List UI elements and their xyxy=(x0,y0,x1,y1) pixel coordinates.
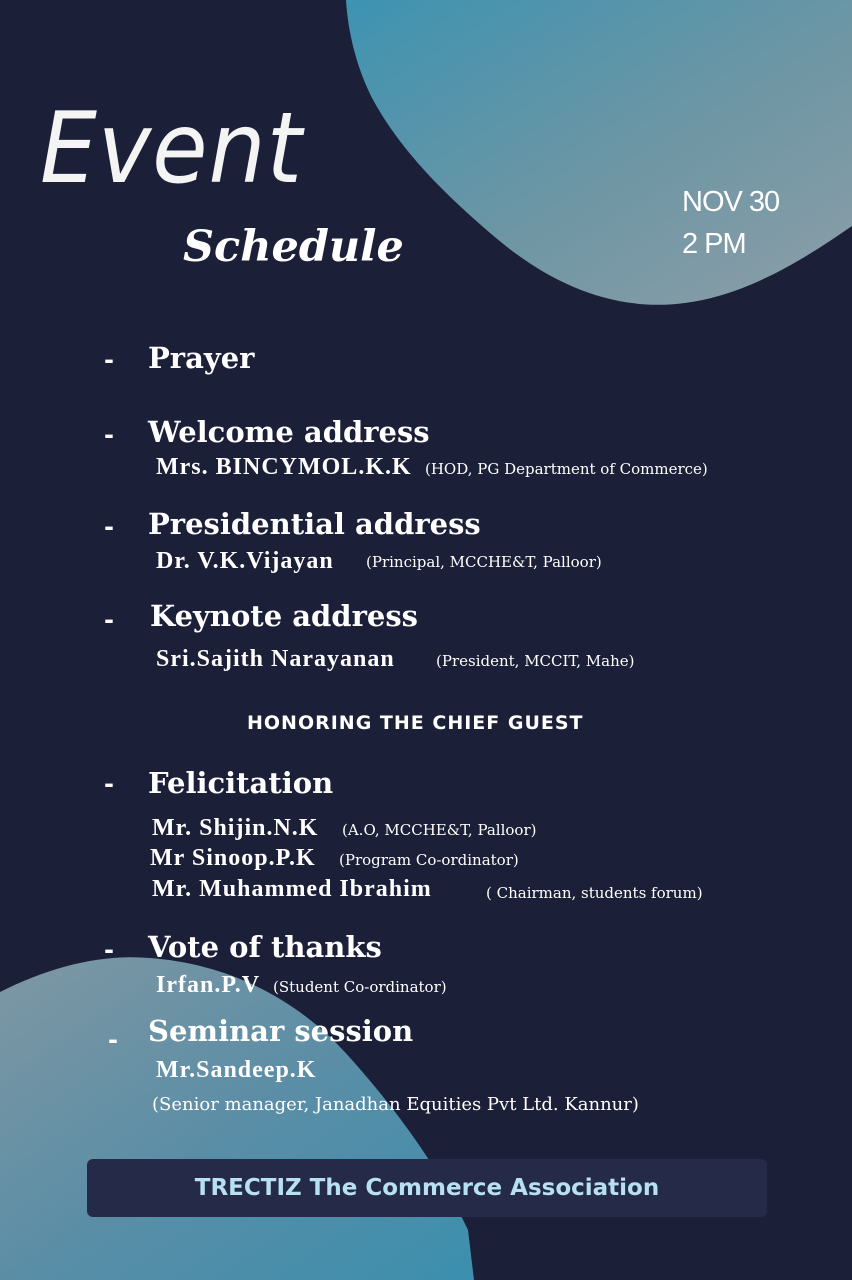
person-name: Mr. Shijin.N.K xyxy=(152,815,319,841)
person-role: (A.O, MCCHE&T, Palloor) xyxy=(342,821,537,839)
event-time: 2 PM xyxy=(682,228,746,260)
person-name: Irfan.P.V xyxy=(156,972,261,998)
footer-bar xyxy=(87,1159,767,1217)
item-heading-vote-of-thanks: Vote of thanks xyxy=(148,930,382,964)
bullet-dash: - xyxy=(104,421,114,449)
bullet-dash: - xyxy=(104,606,114,634)
bottom-left-blob xyxy=(0,957,474,1280)
bullet-dash: - xyxy=(104,346,114,374)
event-date: NOV 30 xyxy=(682,186,780,218)
title-schedule: Schedule xyxy=(183,222,404,272)
person-role: (Senior manager, Janadhan Equities Pvt Ltd. Kannur) xyxy=(152,1094,639,1115)
item-heading-welcome: Welcome address xyxy=(148,415,430,449)
item-heading-prayer: Prayer xyxy=(148,341,255,375)
person-name: Mrs. BINCYMOL.K.K xyxy=(156,454,412,480)
person-name: Mr. Muhammed Ibrahim xyxy=(152,876,432,902)
honoring-chief-guest: HONORING THE CHIEF GUEST xyxy=(247,712,584,734)
item-heading-felicitation: Felicitation xyxy=(148,766,334,800)
item-heading-seminar: Seminar session xyxy=(148,1014,414,1048)
person-name: Mr Sinoop.P.K xyxy=(150,845,316,871)
association-name: TRECTIZ The Commerce Association xyxy=(194,1175,660,1201)
person-role: (Program Co-ordinator) xyxy=(339,851,519,869)
person-name: Dr. V.K.Vijayan xyxy=(156,548,334,574)
person-name: Mr.Sandeep.K xyxy=(156,1057,317,1083)
person-role: (President, MCCIT, Mahe) xyxy=(436,652,635,670)
person-role: (HOD, PG Department of Commerce) xyxy=(425,460,708,478)
person-name: Sri.Sajith Narayanan xyxy=(156,646,395,672)
title-event: Event xyxy=(40,92,303,206)
item-heading-presidential: Presidential address xyxy=(148,507,481,541)
person-role: (Principal, MCCHE&T, Palloor) xyxy=(366,553,602,571)
top-right-blob xyxy=(346,0,852,305)
bullet-dash: - xyxy=(104,936,114,964)
bullet-dash: - xyxy=(104,770,114,798)
bullet-dash: - xyxy=(104,513,114,541)
person-role: (Student Co-ordinator) xyxy=(273,978,447,996)
person-role: ( Chairman, students forum) xyxy=(486,884,703,902)
bullet-dash: - xyxy=(108,1026,118,1054)
item-heading-keynote: Keynote address xyxy=(150,599,418,633)
